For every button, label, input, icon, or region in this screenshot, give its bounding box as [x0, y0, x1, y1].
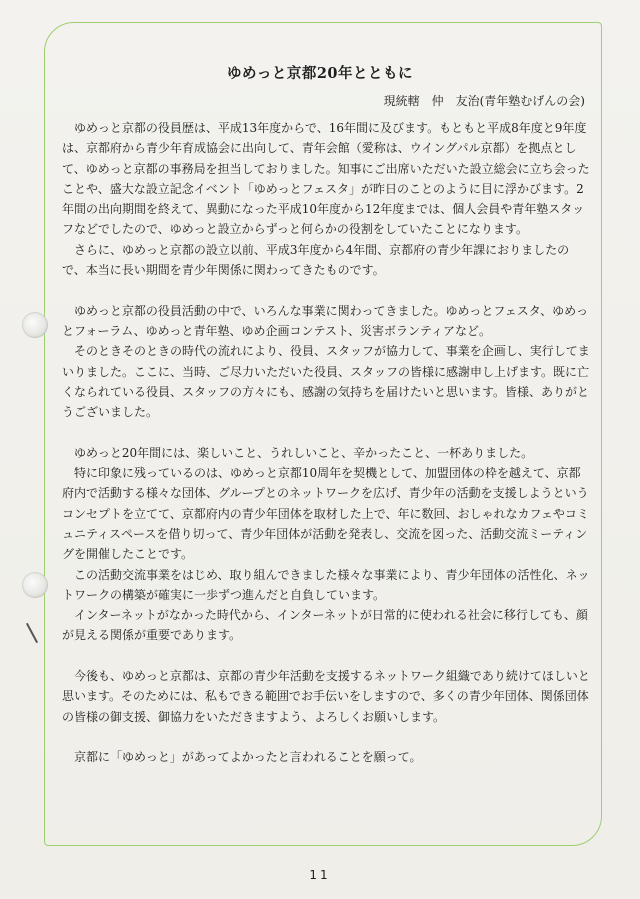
pencil-mark — [26, 623, 38, 643]
punch-hole-icon — [22, 572, 48, 598]
paragraph: この活動交流事業をはじめ、取り組んできました様々な事業により、青少年団体の活性化、ネットワークの構築が確実に一歩ずつ進んだと自負しています。 — [62, 567, 590, 602]
paragraph: ゆめっと京都の役員活動の中で、いろんな事業に関わってきました。ゆめっとフェスタ、ゆめっとフォーラム、ゆめっと青年塾、ゆめ企画コンテスト、災害ボランティアなど。 — [62, 303, 588, 338]
paragraph: インターネットがなかった時代から、インターネットが日常的に使われる社会に移行しても、顔が見える関係が重要であります。 — [62, 608, 588, 643]
paragraph: ゆめっと京都の役員歴は、平成13年度からで、16年間に及びます。もともと平成8年度と9年度は、京都府から青少年育成協会に出向して、青年会館（愛称は、ウイングパル京都）を拠点として、ゆめっと京都の事務局を担当しておりました。知事にご出席いただいた設立総会に立ち会ったことや、盛大な設立記念イベント「ゆめっとフェスタ」が昨日のことのように目に浮かびます。2年間の出向期間を終えて、異動になった平成10年度から12年度までは、個人会員や青年塾スタッフなどでしたので、ゆめっと設立からずっと何らかの役割をしていたことになります。 — [62, 121, 590, 237]
paragraph: ゆめっと20年間には、楽しいこと、うれしいこと、辛かったこと、一杯ありました。 — [74, 445, 534, 460]
author-line: 現統轄 仲 友治(青年塾むげんの会) — [383, 94, 585, 108]
paragraph: 今後も、ゆめっと京都は、京都の青少年活動を支援するネットワーク組織であり続けてほしいと思います。そのためには、私もできる範囲でお手伝いをしますので、多くの青少年団体、関係団体の皆様の御支援、御協力をいただきますよう、よろしくお願いします。 — [62, 669, 590, 724]
paragraph: 特に印象に残っているのは、ゆめっと京都10周年を契機として、加盟団体の枠を越えて、京都府内で活動する様々な団体、グループとのネットワークを広げ、青少年の活動を支援しようというコンセプトを立てて、京都府内の青少年団体を取材した上で、年に数回、おしゃれなカフェやコミュニティスペースを借り切って、青少年団体が活動を発表し、交流を図った、活動交流ミーティングを開催したことです。 — [62, 466, 589, 562]
page-number: 11 — [309, 868, 331, 882]
page-title: ゆめっと京都20年とともに — [226, 65, 414, 82]
paragraph: 京都に「ゆめっと」があってよかったと言われることを願って。 — [74, 750, 422, 765]
article-body — [62, 118, 590, 768]
paragraph: そのときそのときの時代の流れにより、役員、スタッフが協力して、事業を企画し、実行してまいりました。ここに、当時、ご尽力いただいた役員、スタッフの皆様に感謝申し上げます。既に亡くなられている役員、スタッフの方々にも、感謝の気持ちを届けたいと思います。皆様、ありがとうございました。 — [62, 344, 590, 420]
paragraph: さらに、ゆめっと京都の設立以前、平成3年度から4年間、京都府の青少年課におりましたので、本当に長い期間を青少年関係に関わってきたものです。 — [62, 242, 570, 278]
punch-hole-icon — [22, 312, 48, 338]
